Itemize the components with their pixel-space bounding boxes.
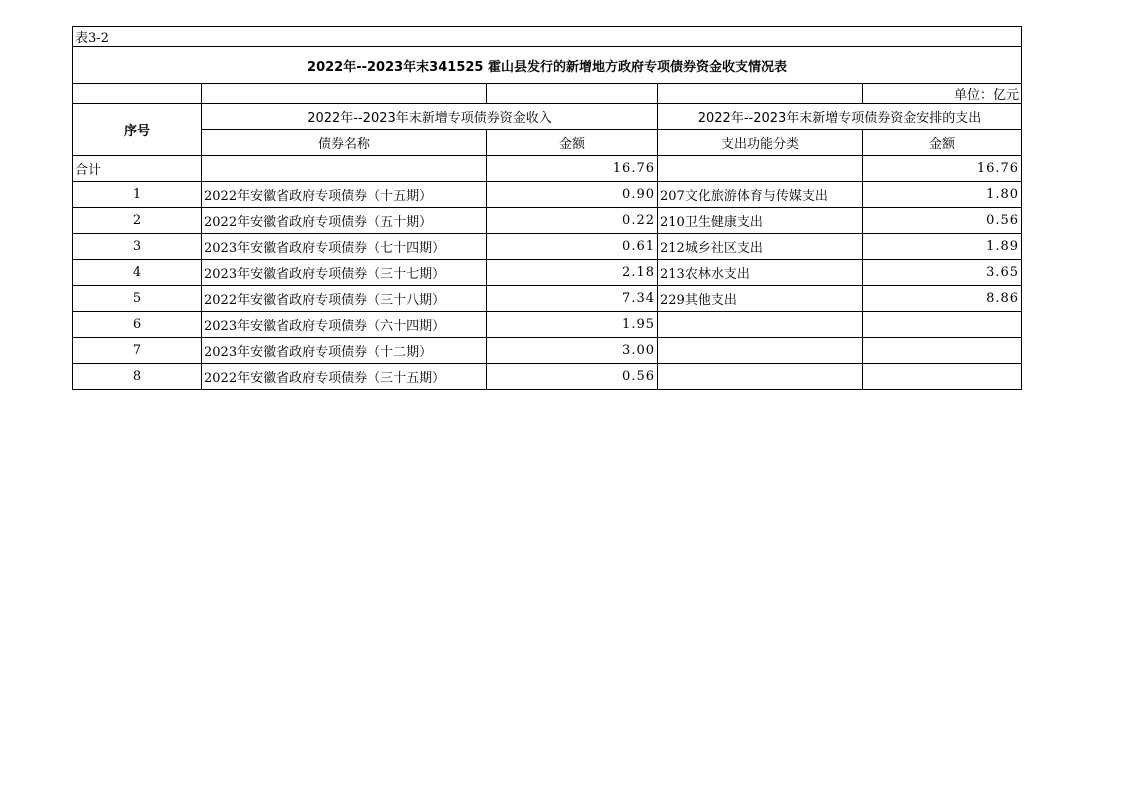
row-seq: 2 [73, 208, 202, 234]
row-income-amount: 0.90 [487, 182, 658, 208]
header-row-1 [73, 104, 1022, 130]
header-expense-amount: 金额 [863, 130, 1022, 156]
row-expense-amount [863, 338, 1022, 364]
row-income-amount: 3.00 [487, 338, 658, 364]
row-expense-amount: 3.65 [863, 260, 1022, 286]
row-income-amount: 0.56 [487, 364, 658, 390]
row-bond-name: 2023年安徽省政府专项债券（三十七期） [202, 260, 487, 286]
unit-row-cell-3 [487, 84, 658, 104]
row-seq: 1 [73, 182, 202, 208]
unit-row [73, 84, 1022, 104]
row-expense-amount: 0.56 [863, 208, 1022, 234]
total-row [73, 156, 1022, 182]
row-expense-category: 210卫生健康支出 [658, 208, 863, 234]
row-income-amount: 0.61 [487, 234, 658, 260]
row-expense-category: 212城乡社区支出 [658, 234, 863, 260]
row-expense-category: 207文化旅游体育与传媒支出 [658, 182, 863, 208]
row-bond-name: 2022年安徽省政府专项债券（三十八期） [202, 286, 487, 312]
row-expense-category: 213农林水支出 [658, 260, 863, 286]
header-expense-group: 2022年--2023年末新增专项债券资金安排的支出 [658, 104, 1022, 130]
header-expense-category: 支出功能分类 [658, 130, 863, 156]
row-seq: 5 [73, 286, 202, 312]
row-expense-amount: 8.86 [863, 286, 1022, 312]
unit-row-cell-2 [202, 84, 487, 104]
table-title: 2022年--2023年末341525 霍山县发行的新增地方政府专项债券资金收支情况表 [73, 47, 1022, 84]
row-seq: 4 [73, 260, 202, 286]
row-expense-category [658, 312, 863, 338]
row-bond-name: 2022年安徽省政府专项债券（十五期） [202, 182, 487, 208]
row-income-amount: 2.18 [487, 260, 658, 286]
table-row [73, 234, 1022, 260]
table-row [73, 338, 1022, 364]
total-expense-category [658, 156, 863, 182]
row-income-amount: 7.34 [487, 286, 658, 312]
total-expense-amount: 16.76 [863, 156, 1022, 182]
unit-row-cell-4 [658, 84, 863, 104]
table-row [73, 260, 1022, 286]
row-income-amount: 0.22 [487, 208, 658, 234]
header-income-amount: 金额 [487, 130, 658, 156]
sheet-label-row [73, 27, 1022, 47]
table-row [73, 364, 1022, 390]
total-bond-name [202, 156, 487, 182]
unit-label: 单位：亿元 [863, 84, 1022, 104]
header-bond-name: 债券名称 [202, 130, 487, 156]
row-bond-name: 2022年安徽省政府专项债券（三十五期） [202, 364, 487, 390]
row-expense-amount [863, 312, 1022, 338]
unit-row-cell-1 [73, 84, 202, 104]
row-seq: 8 [73, 364, 202, 390]
row-seq: 6 [73, 312, 202, 338]
row-expense-category [658, 338, 863, 364]
row-bond-name: 2023年安徽省政府专项债券（十二期） [202, 338, 487, 364]
row-expense-category [658, 364, 863, 390]
table-row [73, 312, 1022, 338]
sheet-label: 表3-2 [73, 27, 1022, 47]
row-expense-amount [863, 364, 1022, 390]
header-income-group: 2022年--2023年末新增专项债券资金收入 [202, 104, 658, 130]
row-bond-name: 2022年安徽省政府专项债券（五十期） [202, 208, 487, 234]
row-bond-name: 2023年安徽省政府专项债券（六十四期） [202, 312, 487, 338]
header-seq: 序号 [73, 104, 202, 156]
row-seq: 3 [73, 234, 202, 260]
row-expense-amount: 1.80 [863, 182, 1022, 208]
table-row [73, 208, 1022, 234]
row-expense-category: 229其他支出 [658, 286, 863, 312]
row-bond-name: 2023年安徽省政府专项债券（七十四期） [202, 234, 487, 260]
row-seq: 7 [73, 338, 202, 364]
header-row-2 [73, 130, 1022, 156]
row-expense-amount: 1.89 [863, 234, 1022, 260]
table-row [73, 182, 1022, 208]
total-label: 合计 [73, 156, 202, 182]
total-income-amount: 16.76 [487, 156, 658, 182]
row-income-amount: 1.95 [487, 312, 658, 338]
table-row [73, 286, 1022, 312]
bond-fund-table [72, 26, 1022, 390]
title-row [73, 47, 1022, 84]
